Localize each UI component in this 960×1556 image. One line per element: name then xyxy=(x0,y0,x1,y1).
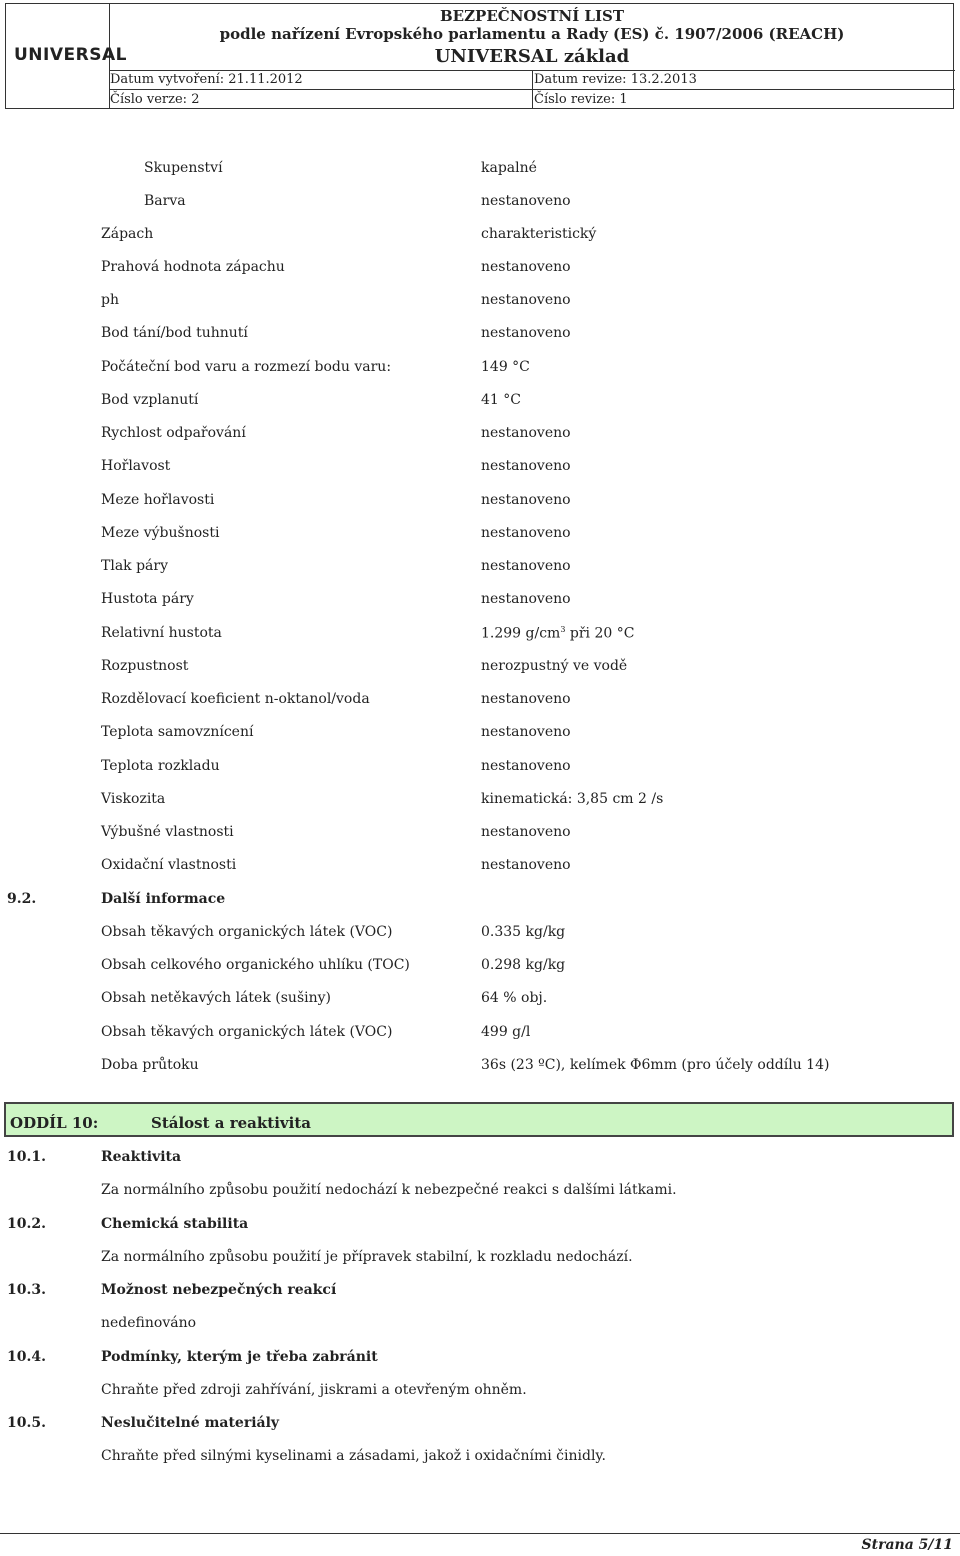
revision-number: Číslo revize: 1 xyxy=(534,92,628,107)
property-label: Relativní hustota xyxy=(101,625,222,641)
property-value: nestanoveno xyxy=(481,458,571,474)
property-label: Hustota páry xyxy=(101,591,194,607)
subsection-title: Podmínky, kterým je třeba zabránit xyxy=(101,1349,378,1365)
property-value: nestanoveno xyxy=(481,758,571,774)
property-label: Viskozita xyxy=(101,791,166,807)
subsection-title: Možnost nebezpečných reakcí xyxy=(101,1282,337,1298)
document-header xyxy=(5,3,954,109)
subsection-text: nedefinováno xyxy=(101,1315,197,1331)
subsection-text: Chraňte před silnými kyselinami a zásadami, jakož i oxidačními činidly. xyxy=(101,1448,606,1464)
property-value: nestanoveno xyxy=(481,724,571,740)
density-condition: při 20 °C xyxy=(565,625,635,642)
section-number: 9.2. xyxy=(7,891,37,907)
subsection-text: Chraňte před zdroji zahřívání, jiskrami a otevřeným ohněm. xyxy=(101,1382,527,1398)
subsection-number: 10.4. xyxy=(7,1349,46,1365)
info-value: 0.298 kg/kg xyxy=(481,957,566,973)
property-value: nestanoveno xyxy=(481,259,571,275)
section-code: ODDÍL 10: xyxy=(10,1114,99,1132)
subsection-title: Chemická stabilita xyxy=(101,1216,249,1232)
property-value: nestanoveno xyxy=(481,325,571,341)
property-label: Barva xyxy=(144,193,186,209)
subsection-text: Za normálního způsobu použití nedochází k nebezpečné reakci s dalšími látkami. xyxy=(101,1182,677,1198)
revision-date: Datum revize: 13.2.2013 xyxy=(534,72,697,87)
info-label: Obsah celkového organického uhlíku (TOC) xyxy=(101,957,410,973)
property-value: nestanoveno xyxy=(481,824,571,840)
info-value: 64 % obj. xyxy=(481,990,548,1006)
density-superscript: 3 xyxy=(560,625,566,634)
property-label: Hořlavost xyxy=(101,458,171,474)
property-label: Prahová hodnota zápachu xyxy=(101,259,285,275)
property-label: Skupenství xyxy=(144,160,223,176)
section-title: Další informace xyxy=(101,891,226,907)
company-logo: UNIVERSAL xyxy=(14,45,127,65)
subsection-number: 10.2. xyxy=(7,1216,46,1232)
product-name: UNIVERSAL základ xyxy=(434,46,630,67)
property-value: nestanoveno xyxy=(481,425,571,441)
info-label: Doba průtoku xyxy=(101,1057,199,1073)
property-label: Rozpustnost xyxy=(101,658,189,674)
property-label: Zápach xyxy=(101,226,154,242)
property-value: nestanoveno xyxy=(481,193,571,209)
info-value: 499 g/l xyxy=(481,1024,531,1040)
property-value: nerozpustný ve vodě xyxy=(481,658,628,674)
created-date: Datum vytvoření: 21.11.2012 xyxy=(110,72,303,87)
subsection-number: 10.5. xyxy=(7,1415,46,1431)
property-label: ph xyxy=(101,292,119,308)
footer-divider xyxy=(0,1533,960,1534)
property-label: Bod tání/bod tuhnutí xyxy=(101,325,248,341)
property-label: Rozdělovací koeficient n-oktanol/voda xyxy=(101,691,370,707)
property-label: Počáteční bod varu a rozmezí bodu varu: xyxy=(101,359,392,375)
property-label: Oxidační vlastnosti xyxy=(101,857,237,873)
section-10-banner xyxy=(4,1102,954,1137)
subsection-number: 10.3. xyxy=(7,1282,46,1298)
info-value: 36s (23 ºC), kelímek Φ6mm (pro účely oddílu 14) xyxy=(481,1057,830,1073)
property-label: Výbušné vlastnosti xyxy=(101,824,234,840)
property-label: Rychlost odpařování xyxy=(101,425,246,441)
property-value: nestanoveno xyxy=(481,691,571,707)
section-name: Stálost a reaktivita xyxy=(151,1114,311,1132)
info-label: Obsah netěkavých látek (sušiny) xyxy=(101,990,331,1006)
regulation-title: podle nařízení Evropského parlamentu a Rady (ES) č. 1907/2006 (REACH) xyxy=(219,25,845,43)
property-value: nestanoveno xyxy=(481,492,571,508)
subsection-text: Za normálního způsobu použití je přípravek stabilní, k rozkladu nedochází. xyxy=(101,1249,633,1265)
property-label: Teplota rozkladu xyxy=(101,758,220,774)
property-label: Meze hořlavosti xyxy=(101,492,215,508)
subsection-title: Reaktivita xyxy=(101,1149,182,1165)
property-value: nestanoveno xyxy=(481,525,571,541)
property-value: charakteristický xyxy=(481,226,597,242)
property-label: Bod vzplanutí xyxy=(101,392,199,408)
page-number: Strana 5/11 xyxy=(861,1537,953,1553)
density-value: 1.299 g/cm xyxy=(481,625,561,642)
property-value: 41 °C xyxy=(481,392,521,408)
logo-cell xyxy=(6,4,127,108)
document-type: BEZPEČNOSTNÍ LIST xyxy=(440,7,624,25)
version-number: Číslo verze: 2 xyxy=(110,92,200,107)
property-label: Teplota samovznícení xyxy=(101,724,254,740)
subsection-title: Neslučitelné materiály xyxy=(101,1415,280,1431)
info-label: Obsah těkavých organických látek (VOC) xyxy=(101,924,393,940)
property-value: 149 °C xyxy=(481,359,530,375)
property-label: Meze výbušnosti xyxy=(101,525,220,541)
subsection-number: 10.1. xyxy=(7,1149,46,1165)
property-value: nestanoveno xyxy=(481,558,571,574)
header-divider-vertical xyxy=(532,70,533,108)
info-label: Obsah těkavých organických látek (VOC) xyxy=(101,1024,393,1040)
property-value: nestanoveno xyxy=(481,591,571,607)
property-value: nestanoveno xyxy=(481,857,571,873)
property-value xyxy=(481,625,634,642)
property-value: kapalné xyxy=(481,160,537,176)
property-label: Tlak páry xyxy=(101,558,169,574)
info-value: 0.335 kg/kg xyxy=(481,924,566,940)
property-value: kinematická: 3,85 cm 2 /s xyxy=(481,791,664,807)
property-value: nestanoveno xyxy=(481,292,571,308)
